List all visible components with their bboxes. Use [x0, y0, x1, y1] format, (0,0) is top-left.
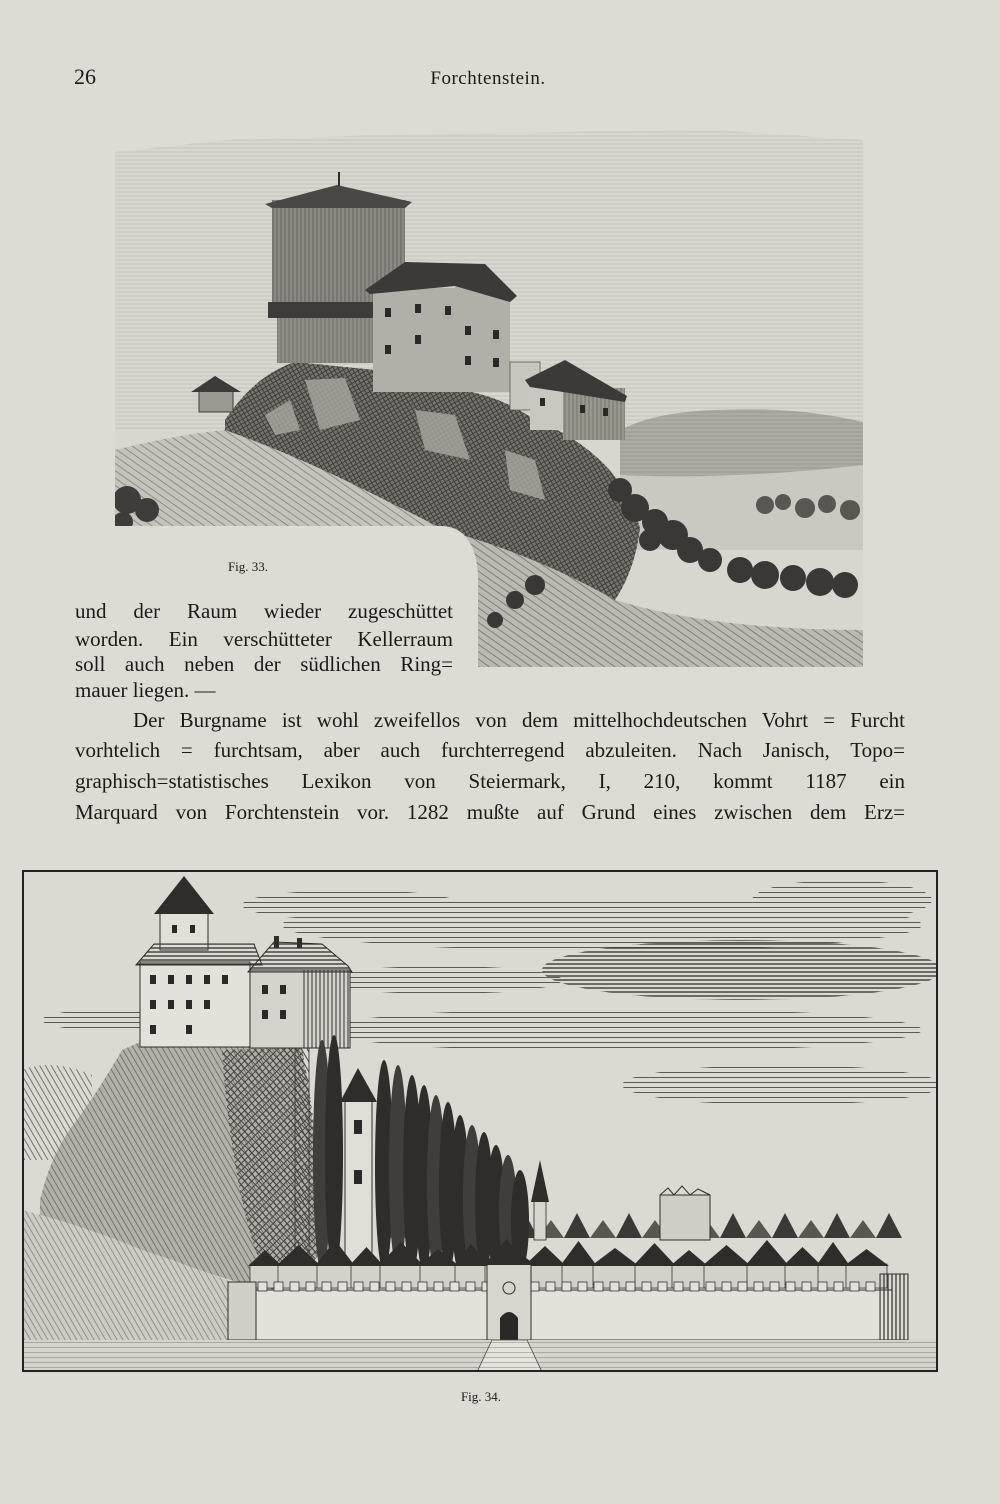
gate-tower [482, 1246, 536, 1340]
figure-33-caption: Fig. 33. [227, 559, 269, 574]
wall-merlon [578, 1282, 587, 1291]
figure-34-caption: Fig. 34. [460, 1389, 502, 1404]
wall-merlon [290, 1282, 299, 1291]
wall-merlon [562, 1282, 571, 1291]
wall-merlon [738, 1282, 747, 1291]
body-line: worden. Ein verschütteter Kellerraum [75, 627, 453, 651]
wall-merlon [642, 1282, 651, 1291]
paragraph-line: graphisch=statistisches Lexikon von Steiermark, I, 210, kommt 1187 ein [75, 769, 905, 793]
poplar-tree [325, 1035, 343, 1272]
paragraph-line: Der Burgname ist wohl zweifellos von dem mittelhochdeutschen Vohrt = Furcht [133, 708, 905, 732]
castle-left-roof [136, 944, 262, 965]
wall-merlon [370, 1282, 379, 1291]
wall-merlon [386, 1282, 395, 1291]
wall-merlon [466, 1282, 475, 1291]
wall-merlon [770, 1282, 779, 1291]
chimney [274, 936, 279, 948]
body-line: und der Raum wieder zugeschüttet [75, 599, 453, 623]
wall-left-tower [228, 1282, 256, 1340]
castle-right-block-shade [302, 970, 350, 1048]
wall-merlon [338, 1282, 347, 1291]
house-wall [635, 1264, 674, 1288]
wall-merlon [434, 1282, 443, 1291]
wall-merlon [306, 1282, 315, 1291]
figure-34-illustration [22, 870, 938, 1372]
wall-merlon [626, 1282, 635, 1291]
wall-merlon [322, 1282, 331, 1291]
wall-merlon [402, 1282, 411, 1291]
wall-merlon [354, 1282, 363, 1291]
wall-merlon [866, 1282, 875, 1291]
wall-merlon [802, 1282, 811, 1291]
figure-33-scene [115, 130, 865, 670]
body-line: soll auch neben der südlichen Ring= [75, 652, 453, 676]
ground-hatching [22, 1340, 938, 1372]
wall-merlon [594, 1282, 603, 1291]
castle-main-building [365, 262, 517, 392]
wall-merlon [754, 1282, 763, 1291]
page-number: 26 [74, 64, 96, 89]
church-window [354, 1170, 362, 1184]
castle-left-block [140, 962, 250, 1047]
wall-merlon [658, 1282, 667, 1291]
wall-body [232, 1290, 892, 1340]
wall-merlon [722, 1282, 731, 1291]
body-line: mauer liegen. — [75, 678, 216, 702]
gate-arch [500, 1312, 518, 1340]
wall-merlon [786, 1282, 795, 1291]
house-wall [747, 1264, 787, 1288]
wall-merlon [690, 1282, 699, 1291]
wall-merlon [706, 1282, 715, 1291]
wall-merlon [610, 1282, 619, 1291]
wall-merlon [450, 1282, 459, 1291]
keep-gallery [268, 302, 380, 318]
wall-merlon [546, 1282, 555, 1291]
running-title: Forchtenstein. [430, 68, 546, 89]
church-window [354, 1120, 362, 1134]
wall-merlon [418, 1282, 427, 1291]
wall-right-tower [880, 1274, 908, 1340]
figure-33-illustration [115, 130, 865, 670]
wall-merlon [850, 1282, 859, 1291]
wall-merlon [818, 1282, 827, 1291]
wall-merlon [834, 1282, 843, 1291]
wall-merlon [258, 1282, 267, 1291]
wall-merlon [674, 1282, 683, 1291]
chimney [297, 938, 302, 948]
wall-merlon [274, 1282, 283, 1291]
paragraph-line: vorhtelich = furchtsam, aber auch furchterregend abzuleiten. Nach Janisch, Topo= [75, 738, 905, 762]
paragraph-line: Marquard von Forchtenstein vor. 1282 mußte auf Grund eines zwischen dem Erz= [75, 800, 905, 824]
